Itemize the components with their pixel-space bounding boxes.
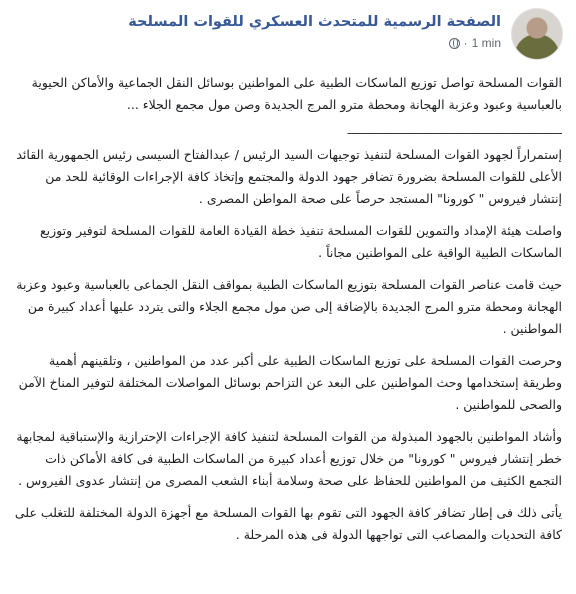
- post-paragraph-1: القوات المسلحة تواصل توزيع الماسكات الطبية على المواطنين بوسائل النقل الجماعية والأماكن الحيوية بالعباسية وعبود وعزبة الهجانة ومحطة مترو المرج الجديدة وصن مول مجمع الجلاء ...: [31, 75, 562, 112]
- page-avatar[interactable]: [511, 8, 563, 60]
- post-header: [128, 8, 563, 66]
- post-paragraph-4: حيث قامت عناصر القوات المسلحة بتوزيع الماسكات الطبية بمواقف النقل الجماعى بالعباسية وعبود وعزبة الهجانة ومحطة مترو المرج الجديدة بالإضافة إلى صن مول مجمع الجلاء والتى يتردد عليها أعداد كبيرة من المواطنين .: [16, 277, 562, 336]
- post-divider-line: _______________________________________: [347, 120, 562, 134]
- post-header-text: [128, 8, 501, 50]
- page-name-link[interactable]: الصفحة الرسمية للمتحدث العسكري للقوات المسلحة: [128, 14, 501, 30]
- post-paragraph-3: واصلت هيئة الإمداد والتموين للقوات المسلحة تنفيذ خطة القيادة العامة للقوات المسلحة لتوفير وتوزيع الماسكات الطبية الواقية على المواطنين مجاناً .: [40, 223, 562, 260]
- post-body: [14, 72, 562, 556]
- post-paragraph-7: يأتى ذلك فى إطار تضافر كافة الجهود التى تقوم بها القوات المسلحة مع أجهزة الدولة المختلفة للتغلب على كافة التحديات والمصاعب التى تواجهها الدولة فى هذه المرحلة .: [14, 505, 562, 542]
- globe-icon[interactable]: [449, 38, 460, 49]
- post-paragraph-5: وحرصت القوات المسلحة على توزيع الماسكات الطبية على أكبر عدد من المواطنين ، وتلقينهم أهمية وطريقة إستخدامها وحث المواطنين على البعد عن التزاحم بوسائل المواصلات المختلفة لتوفير المناخ الآمن والصحى للمواطنين .: [18, 353, 562, 412]
- post-paragraph-2: إستمراراً لجهود القوات المسلحة لتنفيذ توجيهات السيد الرئيس / عبدالفتاح السيسى رئيس الجمهورية القائد الأعلى للقوات المسلحة بضرورة تضافر جهود الدولة والمجتمع وإتخاذ كافة الإجراءات الوقائية للحد من إنتشار فيروس " كورونا" المستجد حرصاً على صحة المواطن المصرى .: [16, 147, 562, 206]
- meta-separator: ·: [463, 36, 468, 50]
- post-timestamp[interactable]: 1 min: [471, 36, 501, 50]
- post-meta: [445, 36, 501, 50]
- post-paragraph-6: وأشاد المواطنين بالجهود المبذولة من القوات المسلحة لتنفيذ كافة الإجراءات الإحترازية والإستباقية لمجابهة خطر إنتشار فيروس " كورونا" من خلال توزيع أعداد كبيرة من الماسكات الطبية فى كافة الأماكن ذات التجمع الكثيف من المواطنين للحفاظ على صحة وسلامة أبناء الشعب المصرى من إنتشار عدوى الفيروس .: [16, 429, 562, 488]
